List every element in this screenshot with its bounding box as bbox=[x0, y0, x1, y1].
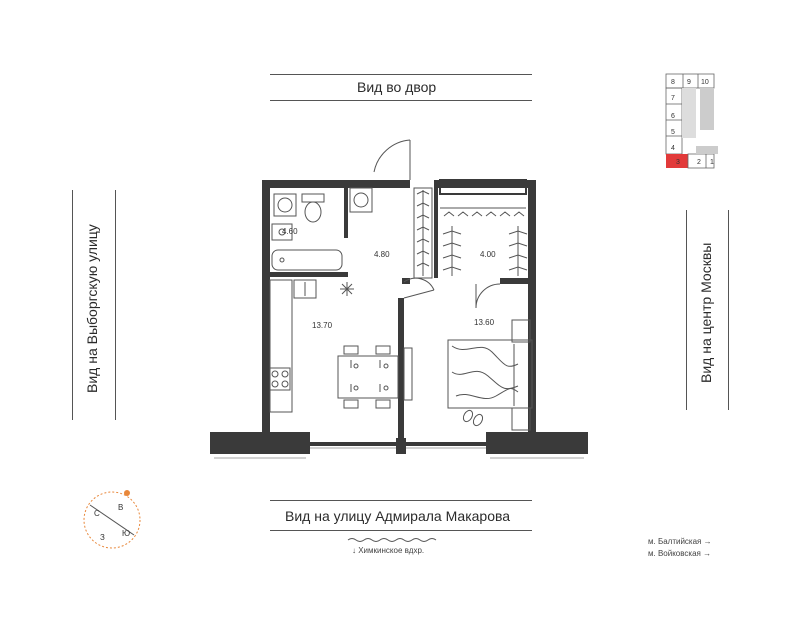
dining-table bbox=[338, 356, 398, 398]
compass-south: Ю bbox=[122, 529, 131, 538]
toilet-tank bbox=[302, 194, 324, 202]
top-view-label: Вид во двор bbox=[357, 79, 437, 95]
wall-left bbox=[262, 180, 270, 442]
compass-east: В bbox=[118, 503, 124, 512]
area-wardrobe: 4.00 bbox=[480, 250, 496, 259]
toilet-bowl bbox=[305, 202, 321, 222]
radiator bbox=[404, 348, 412, 400]
window-pillar bbox=[396, 438, 406, 454]
washing-machine bbox=[274, 194, 296, 216]
kitchen-counter bbox=[270, 280, 292, 412]
section-1: 1 bbox=[710, 159, 714, 166]
area-bathroom: 4.60 bbox=[282, 227, 298, 236]
compass bbox=[84, 490, 140, 548]
metro-baltiyskaya: м. Балтийская → bbox=[648, 537, 712, 546]
section-4: 4 bbox=[671, 145, 675, 152]
compass-west: З bbox=[100, 533, 105, 542]
section-8: 8 bbox=[671, 79, 675, 86]
section-3: 3 bbox=[676, 159, 680, 166]
section-6: 6 bbox=[671, 113, 675, 120]
bottom-view-label: Вид на улицу Адмирала Макарова bbox=[285, 508, 511, 524]
metro-voykovskaya: м. Войковская → bbox=[648, 549, 712, 558]
wall-wardrobe-left bbox=[434, 188, 438, 278]
wall-left-stub bbox=[262, 277, 270, 287]
area-hall: 4.80 bbox=[374, 250, 390, 259]
wall-center-vertical bbox=[398, 298, 404, 442]
section-5: 5 bbox=[671, 129, 675, 136]
right-view-label: Вид на центр Москвы bbox=[698, 242, 714, 383]
wall-bedroom-top bbox=[500, 278, 528, 284]
bathtub bbox=[272, 250, 342, 270]
walls bbox=[262, 180, 536, 442]
section-7: 7 bbox=[671, 95, 675, 102]
hall-shelf bbox=[350, 188, 372, 212]
window-center-left bbox=[310, 442, 398, 446]
water-label: ↓ Химкинское вдхр. bbox=[352, 546, 425, 555]
water-wave bbox=[348, 539, 436, 542]
wall-top-right bbox=[434, 180, 536, 188]
kitchen bbox=[270, 280, 354, 412]
section-10: 10 bbox=[701, 79, 709, 86]
dining-set bbox=[338, 346, 398, 408]
window-center-right bbox=[404, 442, 486, 446]
wardrobe-door bbox=[476, 284, 500, 308]
wall-bath-right bbox=[344, 188, 348, 238]
section-9: 9 bbox=[687, 79, 691, 86]
walkin-wardrobe bbox=[440, 208, 527, 276]
left-view-label: Вид на Выборгскую улицу bbox=[84, 224, 100, 393]
compass-north: С bbox=[94, 509, 100, 518]
balcony-left bbox=[210, 432, 310, 454]
slippers bbox=[462, 409, 485, 427]
wall-bath-bottom bbox=[270, 272, 348, 277]
wall-top-left bbox=[262, 180, 410, 188]
area-bedroom: 13.60 bbox=[474, 318, 495, 327]
hall-wardrobe bbox=[414, 188, 432, 278]
section-2: 2 bbox=[697, 159, 701, 166]
area-kitchen-living: 13.70 bbox=[312, 321, 333, 330]
bed bbox=[448, 320, 532, 430]
balcony-right bbox=[486, 432, 588, 454]
entrance-door bbox=[374, 140, 410, 180]
lamp-icon bbox=[340, 282, 354, 296]
key-plan bbox=[666, 74, 718, 168]
